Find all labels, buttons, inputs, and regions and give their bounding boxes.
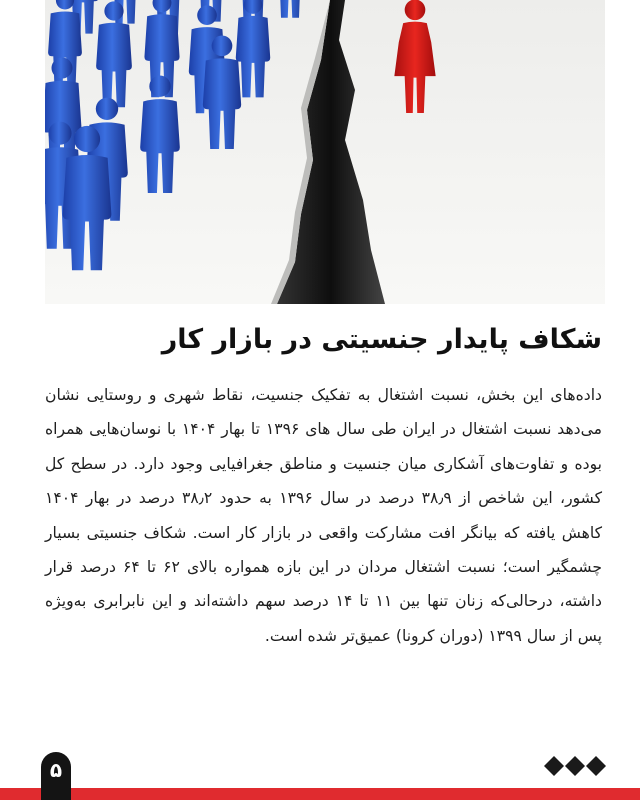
article-title: شکاف پایدار جنسیتی در بازار کار (161, 324, 602, 355)
article-body: داده‌های این بخش، نسبت اشتغال به تفکیک جنسیت، نقاط شهری و روستایی نشان می‌دهد نسبت اشتغال در ایران طی سال های ۱۳۹۶ تا بهار ۱۴۰۴ با نوسان‌هایی همراه بوده و تفاوت‌های آشکاری میان جنسیت و مناطق جغرافیایی وجود دارد. در سطح کل کشور، این شاخص از ۳۸٫۹ درصد در سال ۱۳۹۶ به حدود ۳۸٫۲ درصد در بهار ۱۴۰۴ کاهش یافته که بیانگر افت مشارکت واقعی در بازار کار است. شکاف جنسیتی بسیار چشمگیر است؛ نسبت اشتغال مردان در این بازه همواره بالای ۶۲ تا ۶۴ درصد قرار داشته، درحالی‌که زنان تنها بین ۱۱ تا ۱۴ درصد سهم داشته‌اند و این نابرابری به‌ویژه پس از سال ۱۳۹۹ (دوران کرونا) عمیق‌تر شده است. (45, 386, 602, 645)
page-number-badge (41, 752, 71, 800)
hero-image (45, 0, 605, 304)
page-number: ۵ (49, 758, 63, 782)
three-diamonds-icon (543, 755, 607, 777)
crowd-crack-illustration (45, 0, 605, 304)
footer-accent-bar (0, 788, 640, 800)
